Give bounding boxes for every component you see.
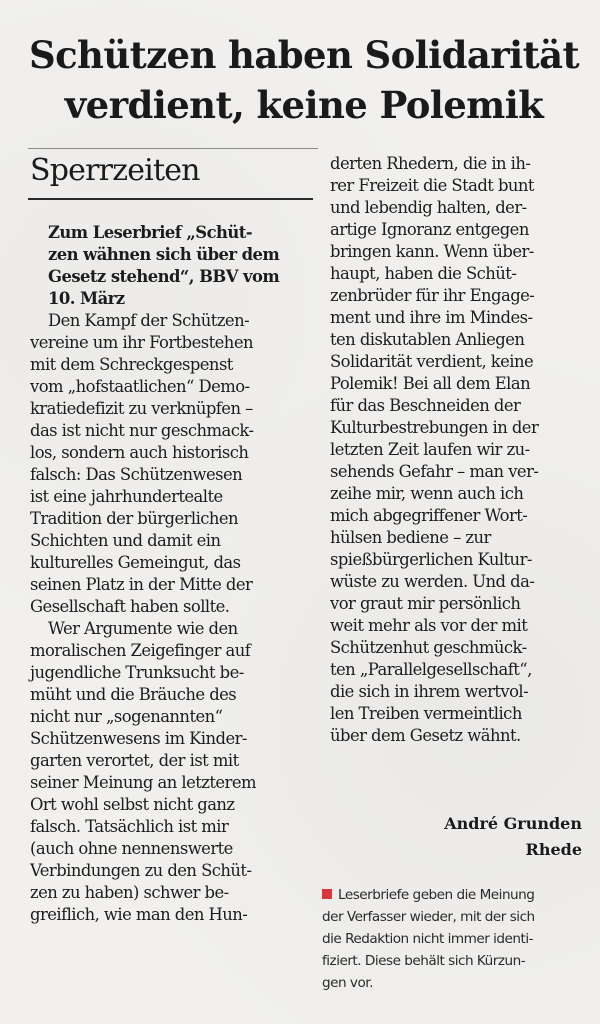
letter-reference [30, 222, 320, 310]
body-line: das ist nicht nur geschmack- [30, 421, 254, 440]
reference-line: Gesetz stehend“, BBV vom [48, 267, 280, 286]
body-line: zen zu haben) schwer be- [30, 883, 229, 902]
headline-line-1: Schützen haben Solidarität [28, 33, 579, 77]
body-line: mich abgegriffener Wort- [330, 506, 528, 525]
body-line: zenbrüder für ihr Engage- [330, 286, 535, 305]
body-line: vereine um ihr Fortbestehen [30, 333, 253, 352]
disclaimer-line: gen vor. [322, 975, 373, 991]
body-line: Den Kampf der Schützen- [48, 311, 250, 330]
body-line: Wer Argumente wie den [48, 619, 238, 638]
kicker-underline [28, 198, 313, 200]
body-line: bringen kann. Wenn über- [330, 242, 534, 261]
body-line: vor graut mir persönlich [330, 594, 521, 613]
body-line: Solidarität verdient, keine [330, 352, 534, 371]
author-place: Rhede [525, 840, 582, 859]
body-line: ten diskutablen Anliegen [330, 330, 525, 349]
divider [28, 148, 318, 149]
body-line: wüste zu werden. Und da- [330, 572, 535, 591]
body-line: vom „hofstaatlichen“ Demo- [30, 377, 250, 396]
body-line: letzten Zeit laufen wir zu- [330, 440, 530, 459]
reference-line: Zum Leserbrief „Schüt- [48, 223, 253, 242]
disclaimer-line: die Redaktion nicht immer identi- [322, 931, 534, 947]
headline-line-2: verdient, keine Polemik [64, 83, 544, 127]
editorial-disclaimer [322, 884, 592, 994]
body-line: Schichten und damit ein [30, 531, 221, 550]
body-line: moralischen Zeigefinger auf [30, 641, 251, 660]
disclaimer-line: der Verfasser wieder, mit der sich [322, 909, 535, 925]
body-line: Verbindungen zu den Schüt- [30, 861, 252, 880]
body-line: Polemik! Bei all dem Elan [330, 374, 531, 393]
body-line: und lebendig halten, der- [330, 198, 527, 217]
author-name: André Grunden [444, 814, 582, 833]
body-line: über dem Gesetz wähnt. [330, 726, 521, 745]
body-line: garten verortet, der ist mit [30, 751, 239, 770]
reference-line: zen wähnen sich über dem [48, 245, 280, 264]
body-line: nicht nur „sogenannten“ [30, 707, 223, 726]
bullet-square-icon [322, 889, 332, 899]
body-line: seiner Meinung an letzterem [30, 773, 256, 792]
disclaimer-line: Leserbriefe geben die Meinung [338, 887, 535, 903]
body-line: die sich in ihrem wertvol- [330, 682, 529, 701]
body-line: zeihe mir, wenn auch ich [330, 484, 524, 503]
body-line: hülsen bediene – zur [330, 528, 491, 547]
body-line: Ort wohl selbst nicht ganz [30, 795, 235, 814]
body-line: falsch: Das Schützenwesen [30, 465, 243, 484]
body-line: derten Rhedern, die in ih- [330, 154, 531, 173]
body-line: (auch ohne nennenswerte [30, 839, 233, 858]
headline [14, 30, 594, 130]
disclaimer-line: fiziert. Diese behält sich Kürzun- [322, 953, 526, 969]
body-line: weit mehr als vor der mit [330, 616, 528, 635]
article-column-left [30, 222, 320, 926]
body-line: müht und die Bräuche des [30, 685, 237, 704]
body-line: los, sondern auch historisch [30, 443, 249, 462]
body-line: Gesellschaft haben sollte. [30, 597, 230, 616]
body-line: len Treiben vermeintlich [330, 704, 522, 723]
body-line: rer Freizeit die Stadt bunt [330, 176, 534, 195]
article-column-right [330, 153, 592, 747]
body-line: seinen Platz in der Mitte der [30, 575, 253, 594]
body-line: greiflich, wie man den Hun- [30, 905, 248, 924]
body-line: kulturelles Gemeingut, das [30, 553, 241, 572]
body-line: jugendliche Trunksucht be- [30, 663, 244, 682]
section-kicker: Sperrzeiten [30, 153, 200, 188]
body-line: Tradition der bürgerlichen [30, 509, 239, 528]
body-line: ist eine jahrhundertealte [30, 487, 223, 506]
body-line: Schützenwesens im Kinder- [30, 729, 247, 748]
body-line: spießbürgerlichen Kultur- [330, 550, 532, 569]
author-signature [330, 811, 582, 863]
body-line: mit dem Schreckgespenst [30, 355, 233, 374]
body-line: artige Ignoranz entgegen [330, 220, 529, 239]
body-line: für das Beschneiden der [330, 396, 521, 415]
body-line: sehends Gefahr – man ver- [330, 462, 539, 481]
reference-line: 10. März [48, 289, 125, 308]
body-line: ten „Parallelgesellschaft“, [330, 660, 532, 679]
body-line: Schützenhut geschmück- [330, 638, 527, 657]
body-line: ment und ihre im Mindes- [330, 308, 533, 327]
body-line: Kulturbestrebungen in der [330, 418, 539, 437]
body-line: kratiedefizit zu verknüpfen – [30, 399, 253, 418]
body-line: falsch. Tatsächlich ist mir [30, 817, 229, 836]
body-line: haupt, haben die Schüt- [330, 264, 517, 283]
